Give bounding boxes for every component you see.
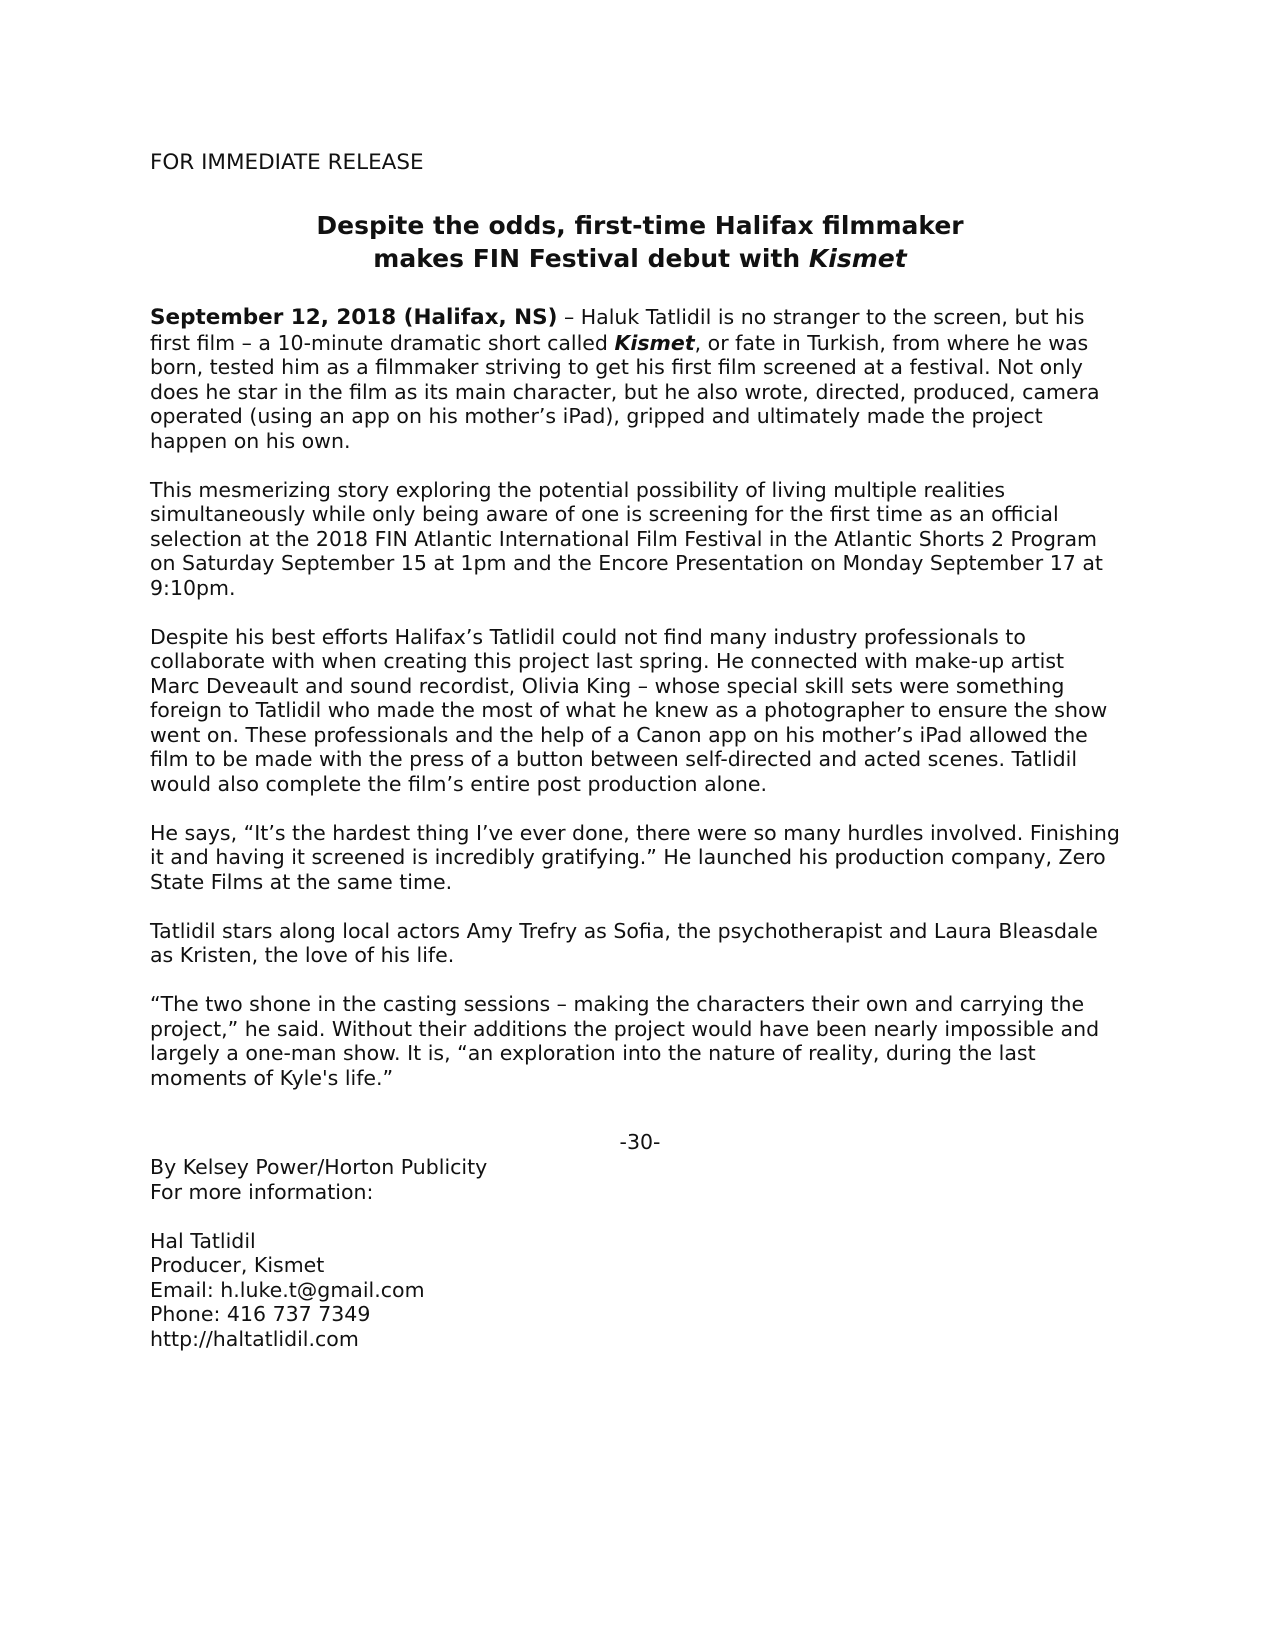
paragraph-line: as Kristen, the love of his life. <box>150 943 455 967</box>
paragraph-line: largely a one-man show. It is, “an exploration into the nature of reality, during the last <box>150 1041 1036 1065</box>
headline-line-2 <box>150 242 1130 275</box>
end-mark: -30- <box>619 1130 661 1154</box>
paragraph-line <box>150 305 1140 331</box>
release-label: FOR IMMEDIATE RELEASE <box>150 150 424 175</box>
paragraph-line: simultaneously while only being aware of one is screening for the first time as an official <box>150 502 1059 526</box>
release-body <box>150 305 1140 1115</box>
paragraph-line: Tatlidil stars along local actors Amy Trefry as Sofia, the psychotherapist and Laura Bleasdale <box>150 918 1098 943</box>
paragraph-line: would also complete the film’s entire post production alone. <box>150 771 767 796</box>
paragraph-line: “The two shone in the casting sessions – making the characters their own and carrying the <box>150 992 1085 1016</box>
contact-block <box>150 1155 487 1351</box>
headline-line-1: Despite the odds, first-time Halifax filmmaker <box>316 211 964 240</box>
paragraph-closing <box>150 992 1140 1090</box>
paragraph-line: collaborate with when creating this project last spring. He connected with make-up artist <box>150 649 1065 673</box>
paragraph-intro <box>150 305 1140 453</box>
paragraph-line: born, tested him as a filmmaker striving to get his first film screened at a festival. Not only <box>150 355 1083 379</box>
paragraph-line: project,” he said. Without their additions the project would have been nearly impossible and <box>150 1016 1100 1041</box>
contact-name: Hal Tatlidil <box>150 1228 256 1253</box>
paragraph-line: selection at the 2018 FIN Atlantic International Film Festival in the Atlantic Shorts 2 Program <box>150 526 1098 551</box>
paragraph-line: 9:10pm. <box>150 575 236 600</box>
paragraph-production <box>150 625 1140 797</box>
film-title: Kismet <box>614 330 695 355</box>
paragraph-quote <box>150 821 1140 895</box>
paragraph-cast <box>150 919 1140 968</box>
paragraph-line: This mesmerizing story exploring the potential possibility of living multiple realities <box>150 477 1006 502</box>
paragraph-line: Despite his best efforts Halifax’s Tatlidil could not find many industry professionals to <box>150 624 1026 649</box>
headline-line-2-text: makes FIN Festival debut with <box>373 244 809 273</box>
contact-phone: Phone: 416 737 7349 <box>150 1302 371 1326</box>
paragraph-line: film to be made with the press of a button between self-directed and acted scenes. Tatlidil <box>150 747 1078 771</box>
paragraph-line: went on. These professionals and the help of a Canon app on his mother’s iPad allowed the <box>150 722 1088 747</box>
spacer <box>150 1204 487 1229</box>
paragraph-line: moments of Kyle's life.” <box>150 1065 394 1090</box>
paragraph-text: – Haluk Tatlidil is no stranger to the screen, but his <box>557 305 1085 329</box>
paragraph-text: first film – a 10-minute dramatic short called <box>150 330 615 355</box>
contact-role: Producer, Kismet <box>150 1253 325 1277</box>
paragraph-line: does he star in the film as its main character, but he also wrote, directed, produced, camera <box>150 379 1100 404</box>
paragraph-line: on Saturday September 15 at 1pm and the Encore Presentation on Monday September 17 at <box>150 551 1103 575</box>
paragraph-line <box>150 331 1140 356</box>
more-info-label: For more information: <box>150 1179 374 1204</box>
paragraph-line: Marc Deveault and sound recordist, Olivia King – whose special skill sets were something <box>150 673 1065 698</box>
contact-email: Email: h.luke.t@gmail.com <box>150 1277 425 1302</box>
headline <box>150 209 1130 275</box>
paragraph-line: happen on his own. <box>150 428 351 453</box>
dateline: September 12, 2018 (Halifax, NS) <box>150 305 558 330</box>
paragraph-line: State Films at the same time. <box>150 869 453 894</box>
paragraph-text: , or fate in Turkish, from where he was <box>694 330 1089 355</box>
paragraph-line: it and having it screened is incredibly gratifying.” He launched his production company, Zero <box>150 845 1106 869</box>
paragraph-line: foreign to Tatlidil who made the most of what he knew as a photographer to ensure the show <box>150 698 1108 722</box>
paragraph-line: He says, “It’s the hardest thing I’ve ever done, there were so many hurdles involved. Finishing <box>150 820 1120 845</box>
paragraph-screening <box>150 478 1140 601</box>
byline: By Kelsey Power/Horton Publicity <box>150 1155 488 1179</box>
headline-film-title: Kismet <box>808 244 907 273</box>
contact-website: http://haltatlidil.com <box>150 1326 359 1351</box>
paragraph-line: operated (using an app on his mother’s iPad), gripped and ultimately made the project <box>150 404 1043 428</box>
